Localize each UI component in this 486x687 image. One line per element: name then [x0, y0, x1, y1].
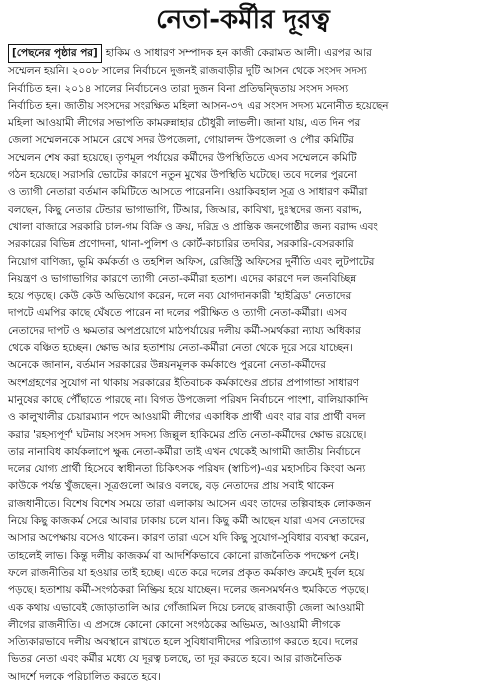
article-line-text: জেলা সম্মেলনকে সামনে রেখে সদর উপজেলা, গোয়ালন্দ উপজেলা ও পৌর কমিটির	[8, 134, 354, 147]
article-line	[8, 98, 478, 115]
article-line	[8, 115, 478, 132]
article-line-text: ও কালুখালীর চেয়ারম্যান পদে আওয়ামী লীগের একাধিক প্রার্থী এবং বার বার প্রার্থী বদল	[8, 411, 366, 424]
article-line	[8, 461, 478, 478]
article-line-text: পড়ছে। হতাশায় কর্মী-সংগঠকরা নিষ্ক্রিয় হয়ে যাচ্ছেন। দলের জনসমর্থনও হুমকিতে পড়ছে।	[8, 584, 369, 597]
article-line	[8, 548, 478, 565]
article-line	[8, 132, 478, 149]
article-line	[8, 669, 478, 686]
article-line-text: ফলে রাজনীতির যা হওয়ার তাই হচ্ছে। এতে করে দলের প্রকৃত কর্মকাণ্ড ক্রমেই দুর্বল হয়ে	[8, 566, 365, 579]
article-line	[8, 219, 478, 236]
article-line	[8, 409, 478, 426]
article-line-text: লীগের রাজনীতি। এ প্রসঙ্গে কোনো কোনো সংগঠকের অভিমত, আওয়ামী লীগকে	[8, 618, 341, 631]
article-line	[8, 478, 478, 495]
article-line-text: নেতাদের দাপট ও ক্ষমতার অপপ্রয়োগে মাঠপর্যায়ের দলীয় কর্মী-সমর্থকরা ন্যায্য অধিকার	[8, 324, 361, 337]
article-line-text: করার 'রহস্যপূর্ণ' ঘটনায় সংসদ সদস্য জিল্লুল হাকিমের প্রতি নেতা-কর্মীদের ক্ষোভ রয়েছে।	[8, 428, 367, 441]
article-line-text: মহিলা আওয়ামী লীগের সভাপতি কামরুন্নাহার চৌধুরী লাভলী। জানা যায়, এত দিন পর	[8, 117, 361, 130]
article-line	[8, 150, 478, 167]
article-line-text: অনেকে জানান, বর্তমান সরকারের উন্নয়নমূলক কর্মকাণ্ডে পুরনো নেতা-কর্মীদের	[8, 359, 326, 372]
continuation-kicker: [পেছনের পৃষ্ঠার পর]	[8, 44, 102, 63]
article-line	[8, 513, 478, 530]
article-line	[8, 202, 478, 219]
article-line-text: সত্যিকারভাবে দলীয় অবস্থানে রাখতে হলে সুবিধাবাদীদের পরিত্যাগ করতে হবে। দলের	[8, 636, 358, 649]
article-line	[8, 271, 478, 288]
article-line	[8, 357, 478, 374]
article-line-text: দলের যোগ্য প্রার্থী হিসেবে স্বাধীনতা চিকিৎসক পরিষদ (স্বাচিপ)-এর মহাসচিব কিংবা অন্য	[8, 463, 366, 476]
article-line-text: তাহলেই লাভ। কিন্তু দলীয় কাজকর্ম বা আদর্শিকভাবে কোনো রাজনৈতিক পদক্ষেপ নেই।	[8, 549, 359, 562]
article-line-text: ও ত্যাগী নেতারা বর্তমান কমিটিতে আসতে পারেননি। ওয়াকিবহাল সূত্র ও সাধারণ কর্মীরা	[8, 186, 368, 199]
article-line-text: থেকে বঞ্চিত হচ্ছেন। ক্ষোভ আর হতাশায় নেতা-কর্মীরা নেতা থেকে দূরে সরে যাচ্ছেন।	[8, 342, 353, 355]
article-line-text: তার নানাবিধ কার্যকলাপে ক্ষুব্ধ নেতা-কর্মীরা তাই এখন থেকেই আগামী জাতীয় নির্বাচনে	[8, 445, 361, 458]
article-line	[8, 305, 478, 322]
article-line	[8, 530, 478, 547]
article-line	[8, 184, 478, 201]
article-line-text: কাউকে পর্যন্ত খুঁজছেন। সূত্রগুলো আরও বলছে, বড় নেতাদের প্রায় সবাই থাকেন	[8, 480, 335, 493]
article-line	[8, 392, 478, 409]
article-line	[8, 323, 478, 340]
article-line	[8, 444, 478, 461]
article-line	[8, 254, 478, 271]
article-line-text: মানুষের কাছে পৌঁছাতে পারছে না। বিগত উপজেলা পরিষদ নির্বাচনে পাংশা, বালিয়াকান্দি	[8, 393, 368, 406]
article-line	[8, 44, 478, 63]
article-line-text: রাজধানীতে। বিশেষ বিশেষ সময়ে তারা এলাকায় আসেন এবং তাদের তল্পিবাহক লোকজন	[8, 497, 372, 510]
article-line	[8, 340, 478, 357]
article-line-text: ভিতর নেতা এবং কর্মীর মধ্যে যে দূরত্ব চলছে, তা দূর করতে হবে। আর রাজনৈতিক	[8, 653, 342, 666]
article-line	[8, 375, 478, 392]
article-line-text: আসার অপেক্ষায় বসেও থাকেন। কারণ তারা এসে যদি কিছু সুযোগ-সুবিধার ব্যবস্থা করেন,	[8, 532, 370, 545]
article-line	[8, 582, 478, 599]
article-line	[8, 565, 478, 582]
article-line	[8, 427, 478, 444]
article-line-text: বলছেন, কিছু নেতার টেন্ডার ভাগাভাগি, টিআর, জিআর, কাবিখা, দুঃস্থদের জন্য বরাদ্দ,	[8, 203, 362, 216]
article-line-text: অংশগ্রহণের সুযোগ না থাকায় সরকারের ইতিবাচক কর্মকাণ্ডের প্রচার প্রপাগান্ডা সাধারণ	[8, 376, 360, 389]
article-line	[8, 634, 478, 651]
article-line-text: নিয়োগ বাণিজ্য, ভূমি কর্মকর্তা ও তহশিল অফিস, রেজিস্ট্রি অফিসের দুর্নীতি এবং লুটপাটের	[8, 255, 375, 268]
article-line	[8, 617, 478, 634]
article-line-text: দাপটে এমপির কাছে ঘেঁষতে পারেন না দলের পরীক্ষিত ও ত্যাগী নেতা-কর্মীরা। এসব	[8, 307, 347, 320]
article-line-text: নির্বাচিত হন। ২০১৪ সালের নির্বাচনেও তারা দুজন বিনা প্রতিদ্বন্দ্বিতায় সংসদ সদস্য	[8, 82, 349, 95]
article-line	[8, 288, 478, 305]
article-line-text: গঠন হয়েছে। সরাসরি ভোটের কারণে নতুন মুখের উপস্থিতি ঘটেছে। তবে দলের পুরনো	[8, 169, 357, 182]
article-line-text: সরকারের বিভিন্ন প্রণোদনা, থানা-পুলিশ ও কোর্ট-কাচারির তদবির, সরকারি-বেসরকারি	[8, 238, 354, 251]
headline: নেতা-কর্মীর দূরত্ব	[156, 5, 330, 35]
article-line	[8, 651, 478, 668]
article-line	[8, 496, 478, 513]
article-line	[8, 600, 478, 617]
article-line	[8, 167, 478, 184]
article-line-text: সম্মেলন শেষ করা হয়েছে। তৃণমূল পর্যায়ের কর্মীদের উপস্থিতিতে এসব সম্মেলনে কমিটি	[8, 151, 357, 164]
article-line	[8, 236, 478, 253]
article-body	[8, 44, 478, 683]
article-line-text: নির্বাচিত হন। জাতীয় সংসদের সংরক্ষিত মহিলা আসন-৩৭ এর সংসদ সদস্য মনোনীত হয়েছেন	[8, 99, 389, 112]
article-line-text: নিয়ে কিছু কাজকর্ম সেরে আবার ঢাকায় চলে যান। কিছু কর্মী আছেন যারা এসব নেতাদের	[8, 515, 366, 528]
article-line	[8, 63, 478, 80]
article-line-text: আদর্শে দলকে পরিচালিত করতে হবে।	[8, 670, 161, 683]
article-line-text: নিয়ন্ত্রণ ও ভাগাভাগির কারণে ত্যাগী নেতা-কর্মীরা হতাশ। এদের কারণে দল জনবিচ্ছিন্ন	[8, 272, 357, 285]
article-line-text: সম্মেলন হয়নি। ২০০৮ সালের নির্বাচনে দুজনই রাজবাড়ীর দুটি আসন থেকে সংসদ সদস্য	[8, 65, 367, 78]
article-line-text: হাকিম ও সাধারণ সম্পাদক হন কাজী কেরামত আলী। এরপর আর	[105, 47, 372, 59]
article-line-text: খোলা বাজারে সরকারি চাল-গম বিক্রি ও ক্রয়, দরিদ্র ও প্রান্তিক জনগোষ্ঠীর জন্য বরাদ্দ এবং	[8, 220, 378, 233]
article-line-text: হয়ে পড়ছে। কেউ কেউ অভিযোগ করেন, দলে নব্য যোগদানকারী 'হাইব্রিড' নেতাদের	[8, 290, 352, 303]
article-line-text: এক কথায় এভাবেই জোড়াতালি আর গোঁজামিল দিয়ে চলছে রাজবাড়ী জেলা আওয়ামী	[8, 601, 365, 614]
article-line	[8, 81, 478, 98]
